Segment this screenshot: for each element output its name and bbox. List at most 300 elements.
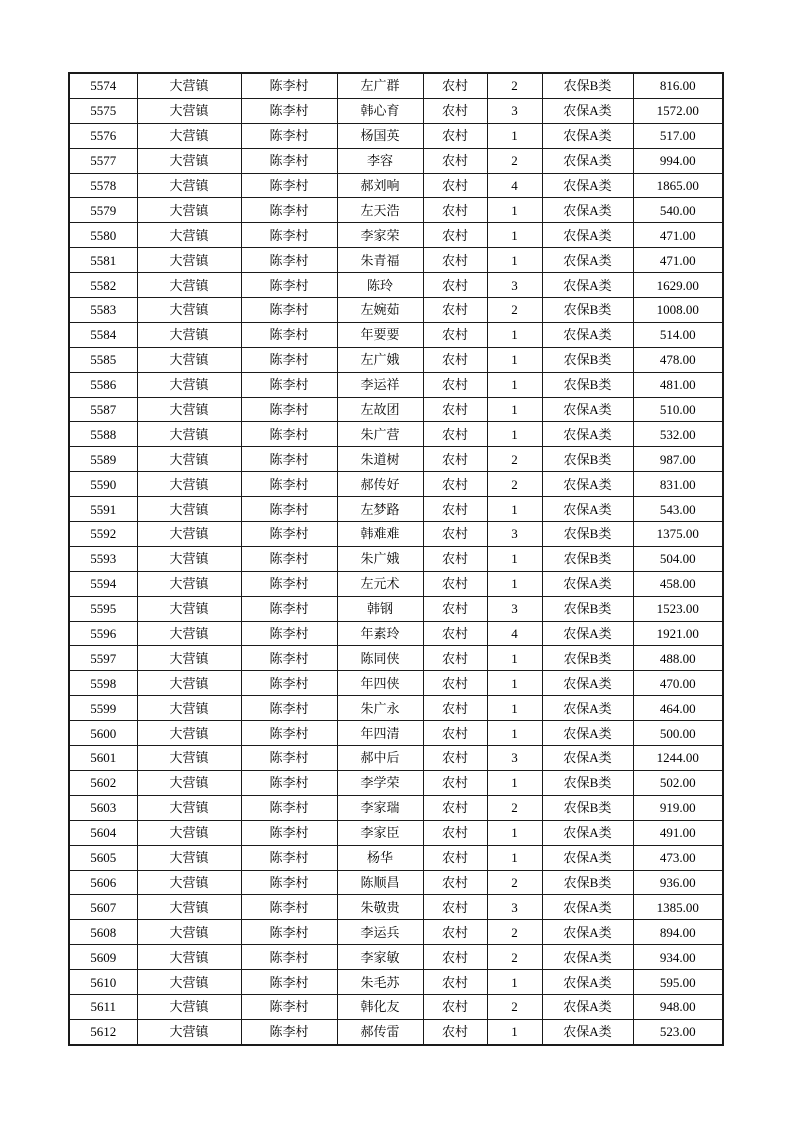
cell-category: 农村 — [423, 422, 487, 447]
cell-category: 农村 — [423, 895, 487, 920]
cell-id: 5609 — [69, 945, 137, 970]
cell-village: 陈李村 — [241, 1019, 337, 1044]
cell-name: 陈顺昌 — [337, 870, 423, 895]
table-row — [69, 422, 723, 447]
cell-name: 年素玲 — [337, 621, 423, 646]
cell-amount: 510.00 — [633, 397, 723, 422]
cell-village: 陈李村 — [241, 646, 337, 671]
cell-category: 农村 — [423, 522, 487, 547]
cell-name: 郝刘响 — [337, 173, 423, 198]
cell-id: 5584 — [69, 322, 137, 347]
cell-village: 陈李村 — [241, 721, 337, 746]
cell-amount: 831.00 — [633, 472, 723, 497]
cell-town: 大营镇 — [137, 248, 241, 273]
cell-town: 大营镇 — [137, 546, 241, 571]
cell-count: 1 — [487, 1019, 542, 1044]
cell-count: 2 — [487, 148, 542, 173]
cell-category: 农村 — [423, 248, 487, 273]
table-row — [69, 298, 723, 323]
cell-town: 大营镇 — [137, 148, 241, 173]
cell-amount: 1385.00 — [633, 895, 723, 920]
cell-town: 大营镇 — [137, 571, 241, 596]
cell-amount: 523.00 — [633, 1019, 723, 1044]
cell-name: 左广娥 — [337, 347, 423, 372]
cell-town: 大营镇 — [137, 73, 241, 98]
cell-village: 陈李村 — [241, 596, 337, 621]
cell-category: 农村 — [423, 223, 487, 248]
cell-count: 1 — [487, 347, 542, 372]
table-row — [69, 397, 723, 422]
cell-town: 大营镇 — [137, 770, 241, 795]
cell-town: 大营镇 — [137, 298, 241, 323]
cell-amount: 919.00 — [633, 795, 723, 820]
cell-id: 5601 — [69, 746, 137, 771]
cell-village: 陈李村 — [241, 248, 337, 273]
table-row — [69, 73, 723, 98]
table-row — [69, 447, 723, 472]
cell-category: 农村 — [423, 546, 487, 571]
cell-amount: 543.00 — [633, 497, 723, 522]
cell-amount: 934.00 — [633, 945, 723, 970]
cell-name: 左婉茹 — [337, 298, 423, 323]
cell-category: 农村 — [423, 1019, 487, 1044]
cell-name: 朱毛苏 — [337, 970, 423, 995]
cell-id: 5595 — [69, 596, 137, 621]
cell-amount: 500.00 — [633, 721, 723, 746]
cell-count: 1 — [487, 820, 542, 845]
cell-village: 陈李村 — [241, 770, 337, 795]
cell-insurance-type: 农保A类 — [542, 273, 633, 298]
cell-category: 农村 — [423, 447, 487, 472]
cell-name: 年四清 — [337, 721, 423, 746]
cell-town: 大营镇 — [137, 746, 241, 771]
table-row — [69, 945, 723, 970]
cell-village: 陈李村 — [241, 895, 337, 920]
cell-town: 大营镇 — [137, 721, 241, 746]
cell-amount: 595.00 — [633, 970, 723, 995]
cell-village: 陈李村 — [241, 422, 337, 447]
table-row — [69, 646, 723, 671]
cell-category: 农村 — [423, 322, 487, 347]
table-row — [69, 795, 723, 820]
cell-town: 大营镇 — [137, 223, 241, 248]
cell-category: 农村 — [423, 73, 487, 98]
cell-insurance-type: 农保B类 — [542, 870, 633, 895]
cell-id: 5585 — [69, 347, 137, 372]
cell-insurance-type: 农保A类 — [542, 123, 633, 148]
cell-count: 1 — [487, 422, 542, 447]
cell-amount: 1244.00 — [633, 746, 723, 771]
cell-village: 陈李村 — [241, 347, 337, 372]
cell-insurance-type: 农保A类 — [542, 422, 633, 447]
cell-count: 3 — [487, 98, 542, 123]
cell-category: 农村 — [423, 123, 487, 148]
cell-count: 3 — [487, 895, 542, 920]
cell-category: 农村 — [423, 721, 487, 746]
cell-amount: 1523.00 — [633, 596, 723, 621]
cell-count: 1 — [487, 970, 542, 995]
cell-name: 郝中后 — [337, 746, 423, 771]
cell-village: 陈李村 — [241, 671, 337, 696]
cell-count: 4 — [487, 621, 542, 646]
cell-category: 农村 — [423, 571, 487, 596]
cell-name: 左天浩 — [337, 198, 423, 223]
cell-category: 农村 — [423, 770, 487, 795]
cell-category: 农村 — [423, 696, 487, 721]
cell-village: 陈李村 — [241, 845, 337, 870]
cell-village: 陈李村 — [241, 298, 337, 323]
cell-amount: 1921.00 — [633, 621, 723, 646]
cell-count: 2 — [487, 795, 542, 820]
cell-count: 3 — [487, 746, 542, 771]
cell-insurance-type: 农保B类 — [542, 646, 633, 671]
cell-count: 1 — [487, 322, 542, 347]
cell-amount: 488.00 — [633, 646, 723, 671]
cell-town: 大营镇 — [137, 596, 241, 621]
cell-name: 朱广永 — [337, 696, 423, 721]
cell-id: 5576 — [69, 123, 137, 148]
cell-count: 2 — [487, 472, 542, 497]
cell-town: 大营镇 — [137, 372, 241, 397]
cell-count: 1 — [487, 198, 542, 223]
table-row — [69, 372, 723, 397]
table-row — [69, 273, 723, 298]
table-row — [69, 721, 723, 746]
cell-insurance-type: 农保A类 — [542, 248, 633, 273]
cell-count: 4 — [487, 173, 542, 198]
cell-count: 1 — [487, 248, 542, 273]
cell-amount: 471.00 — [633, 248, 723, 273]
cell-town: 大营镇 — [137, 696, 241, 721]
cell-count: 2 — [487, 945, 542, 970]
cell-name: 韩钢 — [337, 596, 423, 621]
cell-insurance-type: 农保B类 — [542, 795, 633, 820]
cell-amount: 987.00 — [633, 447, 723, 472]
cell-town: 大营镇 — [137, 173, 241, 198]
cell-insurance-type: 农保B类 — [542, 770, 633, 795]
cell-village: 陈李村 — [241, 447, 337, 472]
cell-insurance-type: 农保B类 — [542, 73, 633, 98]
table-row — [69, 248, 723, 273]
cell-village: 陈李村 — [241, 123, 337, 148]
cell-category: 农村 — [423, 795, 487, 820]
cell-name: 李运祥 — [337, 372, 423, 397]
cell-name: 杨华 — [337, 845, 423, 870]
cell-amount: 894.00 — [633, 920, 723, 945]
cell-insurance-type: 农保A类 — [542, 571, 633, 596]
cell-count: 1 — [487, 845, 542, 870]
cell-insurance-type: 农保A类 — [542, 397, 633, 422]
cell-count: 1 — [487, 671, 542, 696]
cell-name: 年要要 — [337, 322, 423, 347]
cell-village: 陈李村 — [241, 522, 337, 547]
table-row — [69, 148, 723, 173]
cell-amount: 491.00 — [633, 820, 723, 845]
cell-amount: 502.00 — [633, 770, 723, 795]
cell-count: 1 — [487, 546, 542, 571]
cell-village: 陈李村 — [241, 994, 337, 1019]
cell-town: 大营镇 — [137, 820, 241, 845]
cell-name: 李家荣 — [337, 223, 423, 248]
cell-amount: 470.00 — [633, 671, 723, 696]
cell-id: 5577 — [69, 148, 137, 173]
cell-village: 陈李村 — [241, 945, 337, 970]
cell-category: 农村 — [423, 671, 487, 696]
cell-category: 农村 — [423, 870, 487, 895]
cell-village: 陈李村 — [241, 920, 337, 945]
table-row — [69, 895, 723, 920]
cell-category: 农村 — [423, 845, 487, 870]
cell-village: 陈李村 — [241, 696, 337, 721]
cell-insurance-type: 农保A类 — [542, 497, 633, 522]
table-row — [69, 671, 723, 696]
cell-id: 5612 — [69, 1019, 137, 1044]
cell-name: 郝传雷 — [337, 1019, 423, 1044]
cell-name: 李家臣 — [337, 820, 423, 845]
cell-count: 1 — [487, 123, 542, 148]
cell-category: 农村 — [423, 372, 487, 397]
cell-id: 5600 — [69, 721, 137, 746]
cell-amount: 1375.00 — [633, 522, 723, 547]
cell-count: 2 — [487, 298, 542, 323]
table-row — [69, 123, 723, 148]
cell-category: 农村 — [423, 397, 487, 422]
cell-insurance-type: 农保A类 — [542, 472, 633, 497]
cell-village: 陈李村 — [241, 571, 337, 596]
cell-town: 大营镇 — [137, 123, 241, 148]
cell-village: 陈李村 — [241, 546, 337, 571]
cell-amount: 816.00 — [633, 73, 723, 98]
cell-town: 大营镇 — [137, 1019, 241, 1044]
cell-count: 1 — [487, 646, 542, 671]
cell-id: 5587 — [69, 397, 137, 422]
table-row — [69, 98, 723, 123]
cell-id: 5596 — [69, 621, 137, 646]
cell-category: 农村 — [423, 970, 487, 995]
table-row — [69, 223, 723, 248]
cell-village: 陈李村 — [241, 198, 337, 223]
cell-id: 5583 — [69, 298, 137, 323]
cell-village: 陈李村 — [241, 372, 337, 397]
cell-village: 陈李村 — [241, 497, 337, 522]
cell-id: 5589 — [69, 447, 137, 472]
table-row — [69, 322, 723, 347]
cell-amount: 1572.00 — [633, 98, 723, 123]
cell-insurance-type: 农保B类 — [542, 347, 633, 372]
cell-town: 大营镇 — [137, 198, 241, 223]
cell-amount: 458.00 — [633, 571, 723, 596]
cell-id: 5594 — [69, 571, 137, 596]
cell-name: 朱广营 — [337, 422, 423, 447]
cell-insurance-type: 农保A类 — [542, 98, 633, 123]
cell-id: 5603 — [69, 795, 137, 820]
cell-name: 左故团 — [337, 397, 423, 422]
cell-name: 朱广娥 — [337, 546, 423, 571]
table-row — [69, 746, 723, 771]
cell-town: 大营镇 — [137, 646, 241, 671]
cell-insurance-type: 农保A类 — [542, 696, 633, 721]
cell-town: 大营镇 — [137, 994, 241, 1019]
table-row — [69, 1019, 723, 1044]
cell-name: 朱道树 — [337, 447, 423, 472]
cell-id: 5582 — [69, 273, 137, 298]
cell-name: 年四侠 — [337, 671, 423, 696]
cell-village: 陈李村 — [241, 73, 337, 98]
cell-count: 3 — [487, 273, 542, 298]
cell-name: 李家瑞 — [337, 795, 423, 820]
cell-id: 5597 — [69, 646, 137, 671]
cell-name: 陈玲 — [337, 273, 423, 298]
cell-town: 大营镇 — [137, 447, 241, 472]
cell-village: 陈李村 — [241, 970, 337, 995]
cell-insurance-type: 农保A类 — [542, 322, 633, 347]
cell-category: 农村 — [423, 746, 487, 771]
cell-id: 5575 — [69, 98, 137, 123]
cell-insurance-type: 农保A类 — [542, 845, 633, 870]
table-row — [69, 571, 723, 596]
cell-village: 陈李村 — [241, 621, 337, 646]
cell-insurance-type: 农保A类 — [542, 970, 633, 995]
cell-count: 2 — [487, 920, 542, 945]
cell-amount: 948.00 — [633, 994, 723, 1019]
cell-town: 大营镇 — [137, 472, 241, 497]
cell-insurance-type: 农保A类 — [542, 1019, 633, 1044]
cell-count: 1 — [487, 223, 542, 248]
cell-village: 陈李村 — [241, 273, 337, 298]
cell-amount: 994.00 — [633, 148, 723, 173]
cell-insurance-type: 农保A类 — [542, 671, 633, 696]
table-row — [69, 522, 723, 547]
cell-village: 陈李村 — [241, 746, 337, 771]
cell-count: 2 — [487, 870, 542, 895]
cell-category: 农村 — [423, 646, 487, 671]
cell-category: 农村 — [423, 273, 487, 298]
cell-category: 农村 — [423, 298, 487, 323]
cell-category: 农村 — [423, 920, 487, 945]
cell-village: 陈李村 — [241, 795, 337, 820]
cell-id: 5592 — [69, 522, 137, 547]
cell-name: 郝传好 — [337, 472, 423, 497]
table-row — [69, 994, 723, 1019]
cell-count: 3 — [487, 596, 542, 621]
cell-insurance-type: 农保B类 — [542, 522, 633, 547]
cell-insurance-type: 农保A类 — [542, 746, 633, 771]
cell-category: 农村 — [423, 198, 487, 223]
cell-town: 大营镇 — [137, 397, 241, 422]
cell-id: 5610 — [69, 970, 137, 995]
table-row — [69, 870, 723, 895]
cell-id: 5581 — [69, 248, 137, 273]
cell-amount: 481.00 — [633, 372, 723, 397]
cell-id: 5599 — [69, 696, 137, 721]
cell-count: 1 — [487, 372, 542, 397]
cell-insurance-type: 农保A类 — [542, 920, 633, 945]
cell-id: 5591 — [69, 497, 137, 522]
cell-id: 5586 — [69, 372, 137, 397]
cell-id: 5580 — [69, 223, 137, 248]
cell-category: 农村 — [423, 98, 487, 123]
cell-village: 陈李村 — [241, 397, 337, 422]
cell-name: 韩难难 — [337, 522, 423, 547]
cell-name: 李学荣 — [337, 770, 423, 795]
cell-amount: 517.00 — [633, 123, 723, 148]
cell-insurance-type: 农保A类 — [542, 994, 633, 1019]
cell-insurance-type: 农保B类 — [542, 298, 633, 323]
cell-count: 1 — [487, 721, 542, 746]
cell-count: 1 — [487, 497, 542, 522]
table-row — [69, 920, 723, 945]
cell-town: 大营镇 — [137, 945, 241, 970]
table-row — [69, 546, 723, 571]
cell-village: 陈李村 — [241, 173, 337, 198]
cell-amount: 504.00 — [633, 546, 723, 571]
cell-name: 韩心育 — [337, 98, 423, 123]
cell-village: 陈李村 — [241, 870, 337, 895]
cell-village: 陈李村 — [241, 820, 337, 845]
cell-name: 李家敏 — [337, 945, 423, 970]
cell-insurance-type: 农保B类 — [542, 596, 633, 621]
cell-name: 陈同侠 — [337, 646, 423, 671]
cell-insurance-type: 农保A类 — [542, 721, 633, 746]
table-row — [69, 621, 723, 646]
cell-insurance-type: 农保B类 — [542, 372, 633, 397]
cell-amount: 514.00 — [633, 322, 723, 347]
table-row — [69, 347, 723, 372]
table-row — [69, 970, 723, 995]
cell-count: 1 — [487, 397, 542, 422]
cell-category: 农村 — [423, 173, 487, 198]
cell-village: 陈李村 — [241, 223, 337, 248]
cell-town: 大营镇 — [137, 273, 241, 298]
cell-count: 1 — [487, 770, 542, 795]
cell-category: 农村 — [423, 347, 487, 372]
cell-town: 大营镇 — [137, 920, 241, 945]
cell-name: 朱敬贵 — [337, 895, 423, 920]
table-row — [69, 596, 723, 621]
cell-name: 左梦路 — [337, 497, 423, 522]
cell-name: 左广群 — [337, 73, 423, 98]
cell-town: 大营镇 — [137, 98, 241, 123]
cell-name: 李容 — [337, 148, 423, 173]
cell-town: 大营镇 — [137, 970, 241, 995]
cell-name: 李运兵 — [337, 920, 423, 945]
cell-insurance-type: 农保A类 — [542, 820, 633, 845]
cell-town: 大营镇 — [137, 522, 241, 547]
cell-town: 大营镇 — [137, 347, 241, 372]
cell-id: 5611 — [69, 994, 137, 1019]
cell-id: 5602 — [69, 770, 137, 795]
cell-id: 5604 — [69, 820, 137, 845]
table-row — [69, 198, 723, 223]
cell-town: 大营镇 — [137, 422, 241, 447]
cell-town: 大营镇 — [137, 497, 241, 522]
cell-town: 大营镇 — [137, 845, 241, 870]
cell-insurance-type: 农保B类 — [542, 546, 633, 571]
cell-id: 5590 — [69, 472, 137, 497]
cell-name: 左元术 — [337, 571, 423, 596]
cell-insurance-type: 农保A类 — [542, 148, 633, 173]
cell-amount: 532.00 — [633, 422, 723, 447]
cell-id: 5606 — [69, 870, 137, 895]
cell-village: 陈李村 — [241, 322, 337, 347]
cell-category: 农村 — [423, 596, 487, 621]
cell-insurance-type: 农保A类 — [542, 945, 633, 970]
cell-insurance-type: 农保A类 — [542, 895, 633, 920]
cell-town: 大营镇 — [137, 621, 241, 646]
cell-category: 农村 — [423, 148, 487, 173]
cell-name: 杨国英 — [337, 123, 423, 148]
cell-count: 1 — [487, 571, 542, 596]
